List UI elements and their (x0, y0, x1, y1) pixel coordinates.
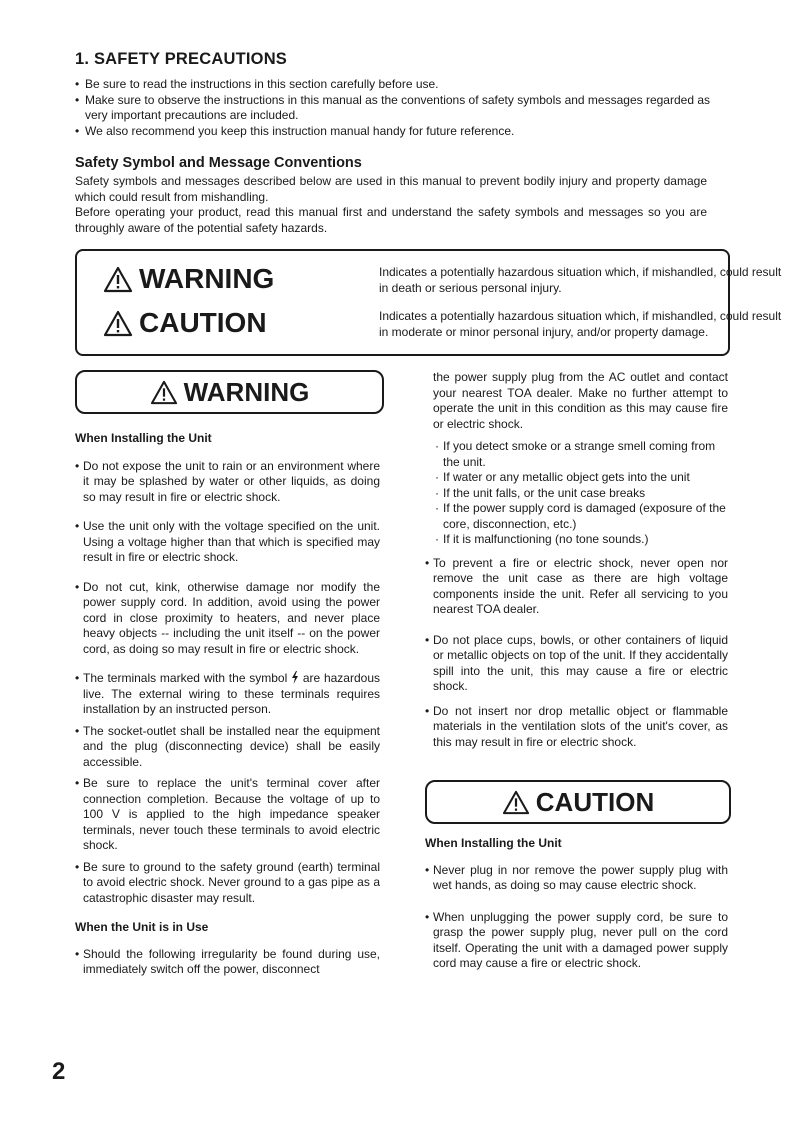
terminals-text-after: are hazardous live. The external wiring to these terminals requires installation by an instructed person. (83, 671, 380, 716)
symbol-legend-box (75, 249, 782, 356)
warning-left-column (75, 431, 380, 978)
page-number: 2 (52, 1058, 66, 1085)
subheading-in-use: When the Unit is in Use (75, 920, 209, 934)
list-item: • The socket-outlet shall be installed near the equipment and the plug (disconnecting device) shall be easily accessible. (75, 724, 380, 771)
legend-caution-text: Indicates a potentially hazardous situation which, if mishandled, could result in moderate or minor personal injury, and/or property damage. (379, 309, 782, 339)
subheading-installing: When Installing the Unit (75, 431, 212, 445)
warning-triangle-icon (150, 380, 178, 405)
irregularity-item: · If the power supply cord is damaged (exposure of the core, disconnection, etc.) (433, 501, 728, 532)
list-item: • To prevent a fire or electric shock, never open nor remove the unit case as there are high voltage components inside the unit. Refer all servicing to you nearest TOA dealer. (425, 556, 728, 618)
list-item-continued: the power supply plug from the AC outlet and contact your nearest TOA dealer. Make no further attempt to operate the unit in this condition as this may cause fire or electric shock. (433, 370, 728, 431)
warning-triangle-icon (103, 266, 133, 293)
warning-right-column (425, 370, 728, 750)
caution-triangle-icon (502, 790, 530, 815)
conventions-heading: Safety Symbol and Message Conventions (75, 155, 362, 171)
intro-bullet: • We also recommend you keep this instruction manual handy for future reference. (75, 124, 735, 140)
hazardous-live-icon (291, 671, 299, 684)
irregularity-item: · If the unit falls, or the unit case breaks (433, 486, 728, 502)
list-item: • Use the unit only with the voltage specified on the unit. Using a voltage higher than that which is specified may result in fire or electric shock. (75, 519, 380, 566)
warning-section-header (75, 370, 384, 414)
list-item: • Be sure to ground to the safety ground (earth) terminal to avoid electric shock. Never ground to a gas pipe as a catastrophic disaster may result. (75, 860, 380, 907)
list-item: • When unplugging the power supply cord, be sure to grasp the power supply plug, never pull on the cord itself. Operating the unit with a damaged power supply cord may cause a fire or electric shock. (425, 910, 728, 972)
list-item: • Do not cut, kink, otherwise damage nor modify the power supply cord. In addition, avoid using the power cord in close proximity to heaters, and never place heavy objects -- including the unit itself -- on the power cord, as doing so may result in fire or electric shock. (75, 580, 380, 658)
legend-caution (103, 309, 267, 337)
irregularity-item: · If it is malfunctioning (no tone sounds.) (433, 532, 728, 548)
irregularity-item: · If water or any metallic object gets into the unit (433, 470, 728, 486)
conventions-paragraph: Before operating your product, read this manual first and understand the safety symbols and messages so you are throughly aware of the potential safety hazards. (75, 205, 707, 235)
subheading-installing: When Installing the Unit (425, 836, 562, 850)
list-item: • Do not insert nor drop metallic object or flammable materials in the ventilation slots of the unit's cover, as this may result in fire or electric shock. (425, 704, 728, 751)
list-item: • Be sure to replace the unit's terminal cover after connection completion. Because the voltage of up to 100 V is applied to the high impedance speaker terminals, never touch these terminals to avoid electric shock. (75, 776, 380, 854)
legend-warning-label: WARNING (139, 263, 275, 294)
irregularity-item: · If you detect smoke or a strange smell coming from the unit. (433, 439, 728, 470)
intro-bullet-list (75, 77, 735, 139)
caution-section-header (425, 780, 731, 824)
caution-column (425, 836, 728, 972)
caution-triangle-icon (103, 310, 133, 337)
legend-warning-text: Indicates a potentially hazardous situation which, if mishandled, could result in death or serious personal injury. (379, 265, 782, 295)
page-title: 1. SAFETY PRECAUTIONS (75, 50, 288, 68)
caution-section-title: CAUTION (535, 786, 655, 817)
warning-section-title: WARNING (183, 376, 310, 407)
list-item: • Do not expose the unit to rain or an environment where it may be splashed by water or other liquids, as doing so may result in fire or electric shock. (75, 459, 380, 506)
list-item: • Do not place cups, bowls, or other containers of liquid or metallic objects on top of the unit. If they accidentally spill into the unit, this may cause a fire or electric shock. (425, 633, 728, 695)
legend-caution-label: CAUTION (139, 307, 267, 338)
irregularity-list (425, 439, 728, 548)
terminals-text-before: The terminals marked with the symbol (83, 671, 288, 685)
list-item: • Should the following irregularity be found during use, immediately switch off the power, disconnect (75, 947, 380, 978)
intro-bullet: • Make sure to observe the instructions in this manual as the conventions of safety symbols and messages regarded as very important precautions are included. (75, 93, 735, 124)
list-item-terminals (75, 671, 380, 718)
conventions-paragraph: Safety symbols and messages described below are used in this manual to prevent bodily injury and property damage which could result from mishandling. (75, 174, 707, 204)
list-item: • Never plug in nor remove the power supply plug with wet hands, as doing so may cause electric shock. (425, 863, 728, 894)
legend-warning (103, 265, 274, 293)
conventions-text (75, 174, 707, 236)
intro-bullet: • Be sure to read the instructions in this section carefully before use. (75, 77, 735, 93)
